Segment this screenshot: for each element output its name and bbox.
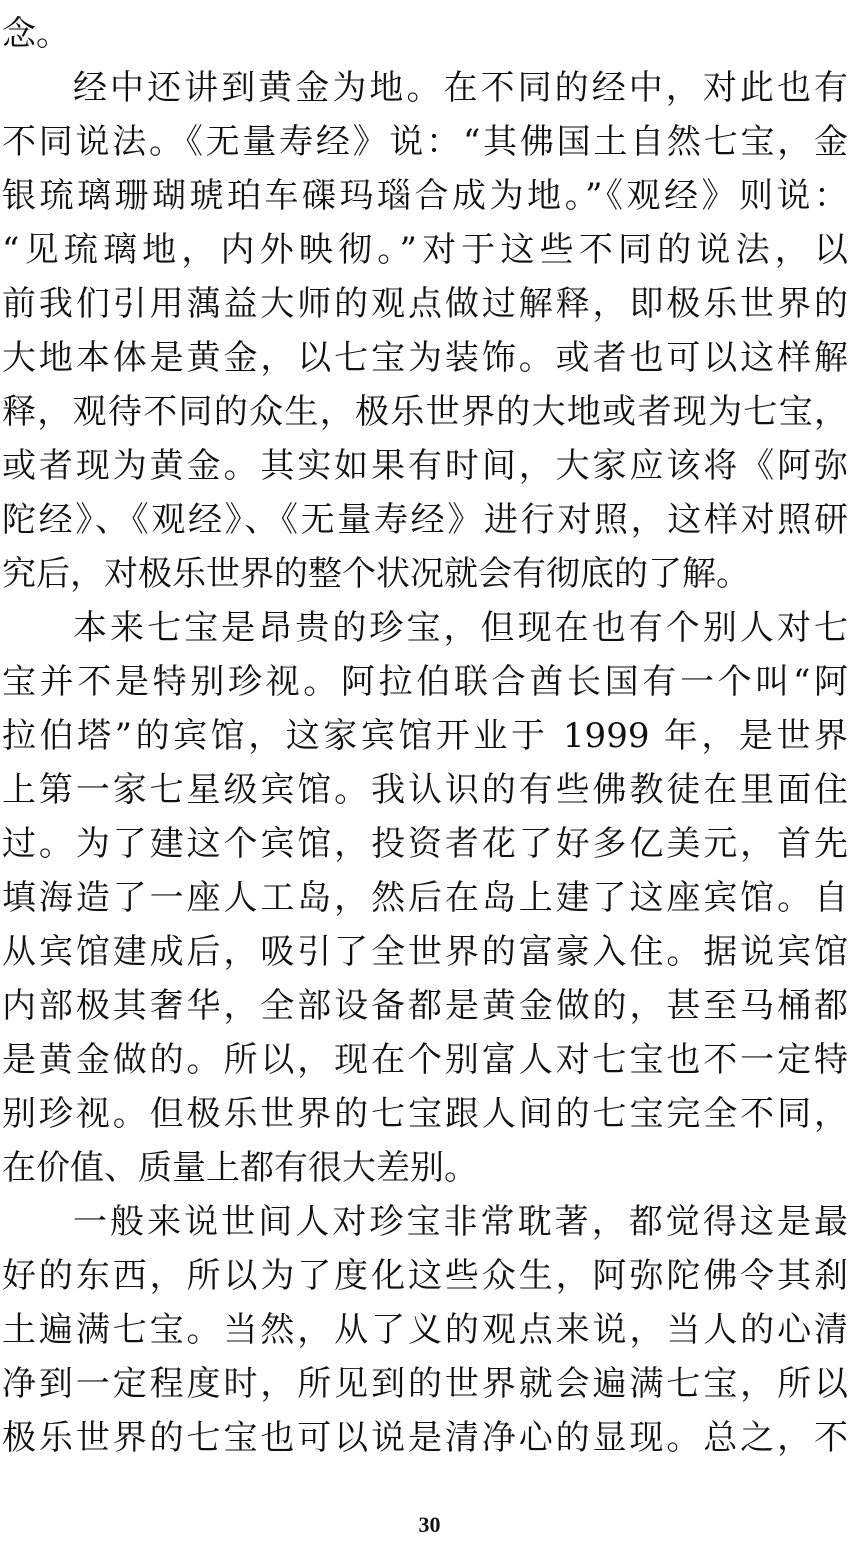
paragraph-start-line: 本来七宝是昂贵的珍宝，但现在也有个别人对七: [73, 608, 848, 648]
text-line: 土遍满七宝。当然，从了义的观点来说，当人的心清: [2, 1310, 848, 1350]
text-line: 填海造了一座人工岛，然后在岛上建了这座宾馆。自: [2, 878, 848, 918]
text-line: 释，观待不同的众生，极乐世界的大地或者现为七宝，: [2, 392, 848, 432]
text-line: 究后，对极乐世界的整个状况就会有彻底的了解。: [2, 554, 750, 594]
text-line: “见琉璃地，内外映彻。”对于这些不同的说法，以: [2, 230, 848, 270]
text-line: 过。为了建这个宾馆，投资者花了好多亿美元，首先: [2, 824, 848, 864]
text-line: 念。: [2, 14, 70, 54]
text-line: 是黄金做的。所以，现在个别富人对七宝也不一定特: [2, 1040, 848, 1080]
text-line: 别珍视。但极乐世界的七宝跟人间的七宝完全不同，: [2, 1094, 848, 1134]
text-line: 宝并不是特别珍视。阿拉伯联合酋长国有一个叫“阿: [2, 662, 848, 702]
text-line: 前我们引用蕅益大师的观点做过解释，即极乐世界的: [2, 284, 848, 324]
text-line: 陀经》、《观经》、《无量寿经》进行对照，这样对照研: [2, 500, 848, 540]
text-line: 或者现为黄金。其实如果有时间，大家应该将《阿弥: [2, 446, 848, 486]
text-line: 拉伯塔”的宾馆，这家宾馆开业于 1999 年，是世界: [2, 716, 848, 756]
text-line: 从宾馆建成后，吸引了全世界的富豪入住。据说宾馆: [2, 932, 848, 972]
text-line: 极乐世界的七宝也可以说是清净心的显现。总之，不: [2, 1418, 848, 1458]
text-line: 银琉璃珊瑚琥珀车磲玛瑙合成为地。”《观经》则说：: [2, 176, 848, 216]
text-line: 净到一定程度时，所见到的世界就会遍满七宝，所以: [2, 1364, 848, 1404]
text-line: 好的东西，所以为了度化这些众生，阿弥陀佛令其刹: [2, 1256, 848, 1296]
text-line: 内部极其奢华，全部设备都是黄金做的，甚至马桶都: [2, 986, 848, 1026]
text-line: 在价值、质量上都有很大差别。: [2, 1148, 478, 1188]
text-line: 大地本体是黄金，以七宝为装饰。或者也可以这样解: [2, 338, 848, 378]
paragraph-start-line: 一般来说世间人对珍宝非常耽著，都觉得这是最: [73, 1202, 848, 1242]
page-number: 30: [418, 1512, 441, 1537]
paragraph-start-line: 经中还讲到黄金为地。在不同的经中，对此也有: [73, 68, 848, 108]
text-line: 不同说法。《无量寿经》说：“其佛国土自然七宝，金: [2, 122, 848, 162]
text-line: 上第一家七星级宾馆。我认识的有些佛教徒在里面住: [2, 770, 848, 810]
